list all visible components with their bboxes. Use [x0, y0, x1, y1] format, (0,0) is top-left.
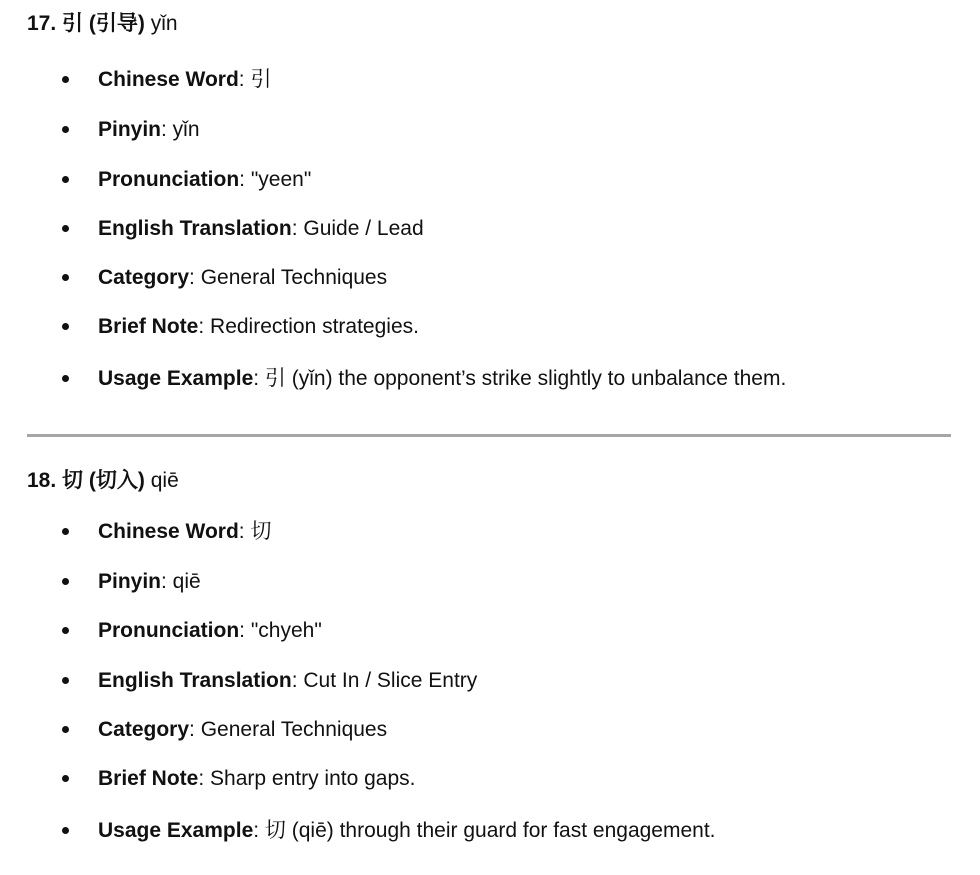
field-text — [98, 617, 322, 645]
field-text — [98, 568, 201, 596]
divider — [27, 434, 951, 437]
list-item — [0, 667, 960, 695]
bullet-icon — [62, 76, 69, 83]
bullet-icon — [62, 176, 69, 183]
field-value: : yǐn — [161, 118, 200, 141]
list-item — [0, 518, 960, 546]
field-value: : "chyeh" — [239, 619, 322, 642]
field-text — [98, 116, 200, 144]
bullet-icon — [62, 323, 69, 330]
field-label: Category — [98, 718, 190, 741]
list-item — [0, 765, 960, 793]
entry-pinyin: yǐn — [150, 12, 178, 35]
bullet-icon — [62, 726, 69, 733]
list-item — [0, 313, 960, 341]
entry-number: 18. — [27, 469, 57, 492]
field-label: Pinyin — [98, 570, 162, 593]
field-text — [98, 264, 387, 292]
field-value: : 引 (yǐn) the opponent’s strike slightly to unbalance them. — [253, 367, 787, 390]
field-text — [98, 215, 424, 243]
field-label: English Translation — [98, 217, 292, 240]
field-label: Category — [98, 266, 190, 289]
bullet-icon — [62, 375, 69, 382]
field-label: Pinyin — [98, 118, 162, 141]
field-value: : Sharp entry into gaps. — [198, 767, 416, 790]
field-text — [98, 765, 416, 793]
field-value: : General Techniques — [189, 266, 388, 289]
list-item — [0, 166, 960, 194]
field-label: Brief Note — [98, 315, 199, 338]
field-text — [98, 518, 271, 546]
field-value: : 引 — [238, 68, 272, 91]
field-text — [98, 716, 387, 744]
bullet-icon — [62, 775, 69, 782]
bullet-icon — [62, 627, 69, 634]
field-value: : Cut In / Slice Entry — [291, 669, 478, 692]
field-value: : Redirection strategies. — [198, 315, 419, 338]
bullet-icon — [62, 274, 69, 281]
bullet-icon — [62, 578, 69, 585]
entry-number: 17. — [27, 12, 57, 35]
field-text — [98, 365, 786, 393]
list-item — [0, 215, 960, 243]
field-label: Chinese Word — [98, 520, 239, 543]
field-text — [98, 66, 271, 94]
list-item — [0, 66, 960, 94]
field-label: Usage Example — [98, 819, 254, 842]
entry-hanzi: 引 (引导) — [62, 12, 145, 35]
field-value: : "yeen" — [239, 168, 312, 191]
field-text — [98, 166, 311, 194]
entry-heading — [27, 468, 179, 494]
field-label: Pronunciation — [98, 168, 240, 191]
field-label: Usage Example — [98, 367, 254, 390]
list-item — [0, 264, 960, 292]
list-item — [0, 617, 960, 645]
entry-hanzi: 切 (切入) — [62, 469, 145, 492]
entry-pinyin: qiē — [150, 469, 179, 492]
field-text — [98, 817, 716, 845]
list-item — [0, 365, 960, 393]
field-value: : qiē — [161, 570, 201, 593]
field-value: : 切 — [238, 520, 272, 543]
field-text — [98, 313, 419, 341]
bullet-icon — [62, 225, 69, 232]
list-item — [0, 716, 960, 744]
bullet-icon — [62, 677, 69, 684]
bullet-icon — [62, 126, 69, 133]
field-label: Chinese Word — [98, 68, 239, 91]
field-value: : Guide / Lead — [291, 217, 424, 240]
list-item — [0, 568, 960, 596]
bullet-icon — [62, 528, 69, 535]
field-value: : General Techniques — [189, 718, 388, 741]
list-item — [0, 817, 960, 845]
field-label: Brief Note — [98, 767, 199, 790]
entry-heading — [27, 11, 178, 37]
bullet-icon — [62, 827, 69, 834]
field-label: English Translation — [98, 669, 292, 692]
field-label: Pronunciation — [98, 619, 240, 642]
field-text — [98, 667, 477, 695]
field-value: : 切 (qiē) through their guard for fast engagement. — [253, 819, 716, 842]
list-item — [0, 116, 960, 144]
